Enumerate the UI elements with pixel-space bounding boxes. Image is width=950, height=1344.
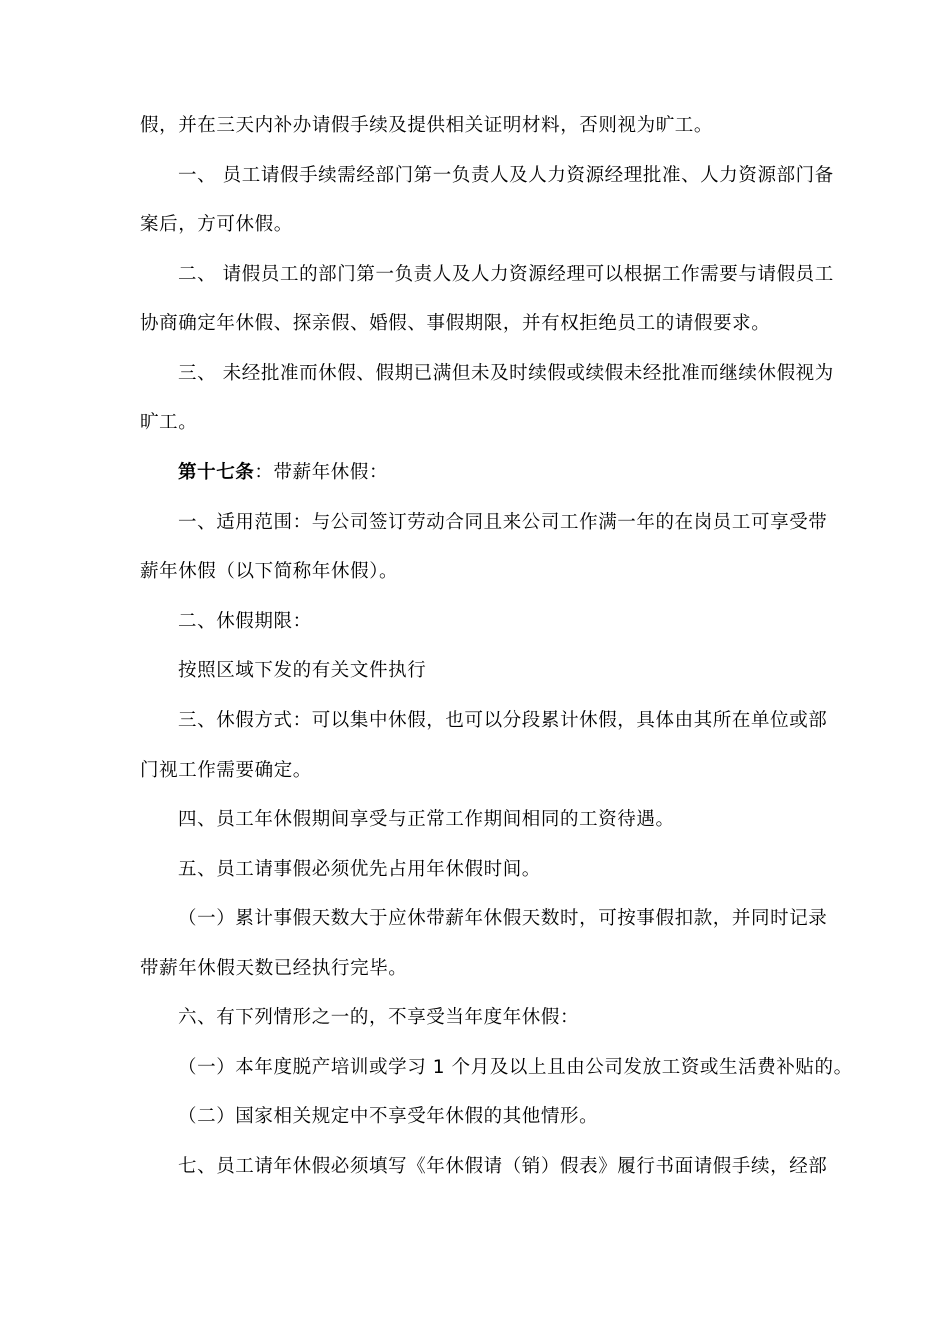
text-line: （一）本年度脱产培训或学习 1 个月及以上且由公司发放工资或生活费补贴的。 xyxy=(178,1057,853,1078)
text-line: 六、有下列情形之一的，不享受当年度年休假： xyxy=(178,1007,580,1028)
text-line: 薪年休假（以下简称年休假）。 xyxy=(140,561,399,582)
article-heading xyxy=(178,460,388,486)
text-line: 四、员工年休假期间享受与正常工作期间相同的工资待遇。 xyxy=(178,809,675,830)
text-line: 二、休假期限： xyxy=(178,611,312,632)
text-line: 案后，方可休假。 xyxy=(140,214,293,235)
text-line: 带薪年休假天数已经执行完毕。 xyxy=(140,958,408,979)
text-line: 五、员工请事假必须优先占用年休假时间。 xyxy=(178,859,541,880)
text-line: 假，并在三天内补办请假手续及提供相关证明材料，否则视为旷工。 xyxy=(140,115,714,136)
text-line: 三、休假方式：可以集中休假，也可以分段累计休假，具体由其所在单位或部 xyxy=(178,710,828,731)
text-line: 二、 请假员工的部门第一负责人及人力资源经理可以根据工作需要与请假员工 xyxy=(178,264,834,285)
article-number: 第十七条 xyxy=(178,462,255,483)
text-line: 旷工。 xyxy=(140,412,198,433)
text-line: 七、员工请年休假必须填写《年休假请（销）假表》履行书面请假手续，经部 xyxy=(178,1156,828,1177)
text-line: 按照区域下发的有关文件执行 xyxy=(178,660,427,681)
article-title: ：带薪年休假： xyxy=(254,462,389,483)
text-line: 门视工作需要确定。 xyxy=(140,760,312,781)
text-line: （一）累计事假天数大于应休带薪年休假天数时，可按事假扣款，并同时记录 xyxy=(178,908,828,929)
text-line: （二）国家相关规定中不享受年休假的其他情形。 xyxy=(178,1106,599,1127)
text-line: 协商确定年休假、探亲假、婚假、事假期限，并有权拒绝员工的请假要求。 xyxy=(140,313,771,334)
text-line: 一、 员工请假手续需经部门第一负责人及人力资源经理批准、人力资源部门备 xyxy=(178,165,834,186)
text-line: 一、适用范围：与公司签订劳动合同且来公司工作满一年的在岗员工可享受带 xyxy=(178,512,828,533)
text-line: 三、 未经批准而休假、假期已满但未及时续假或续假未经批准而继续休假视为 xyxy=(178,363,834,384)
